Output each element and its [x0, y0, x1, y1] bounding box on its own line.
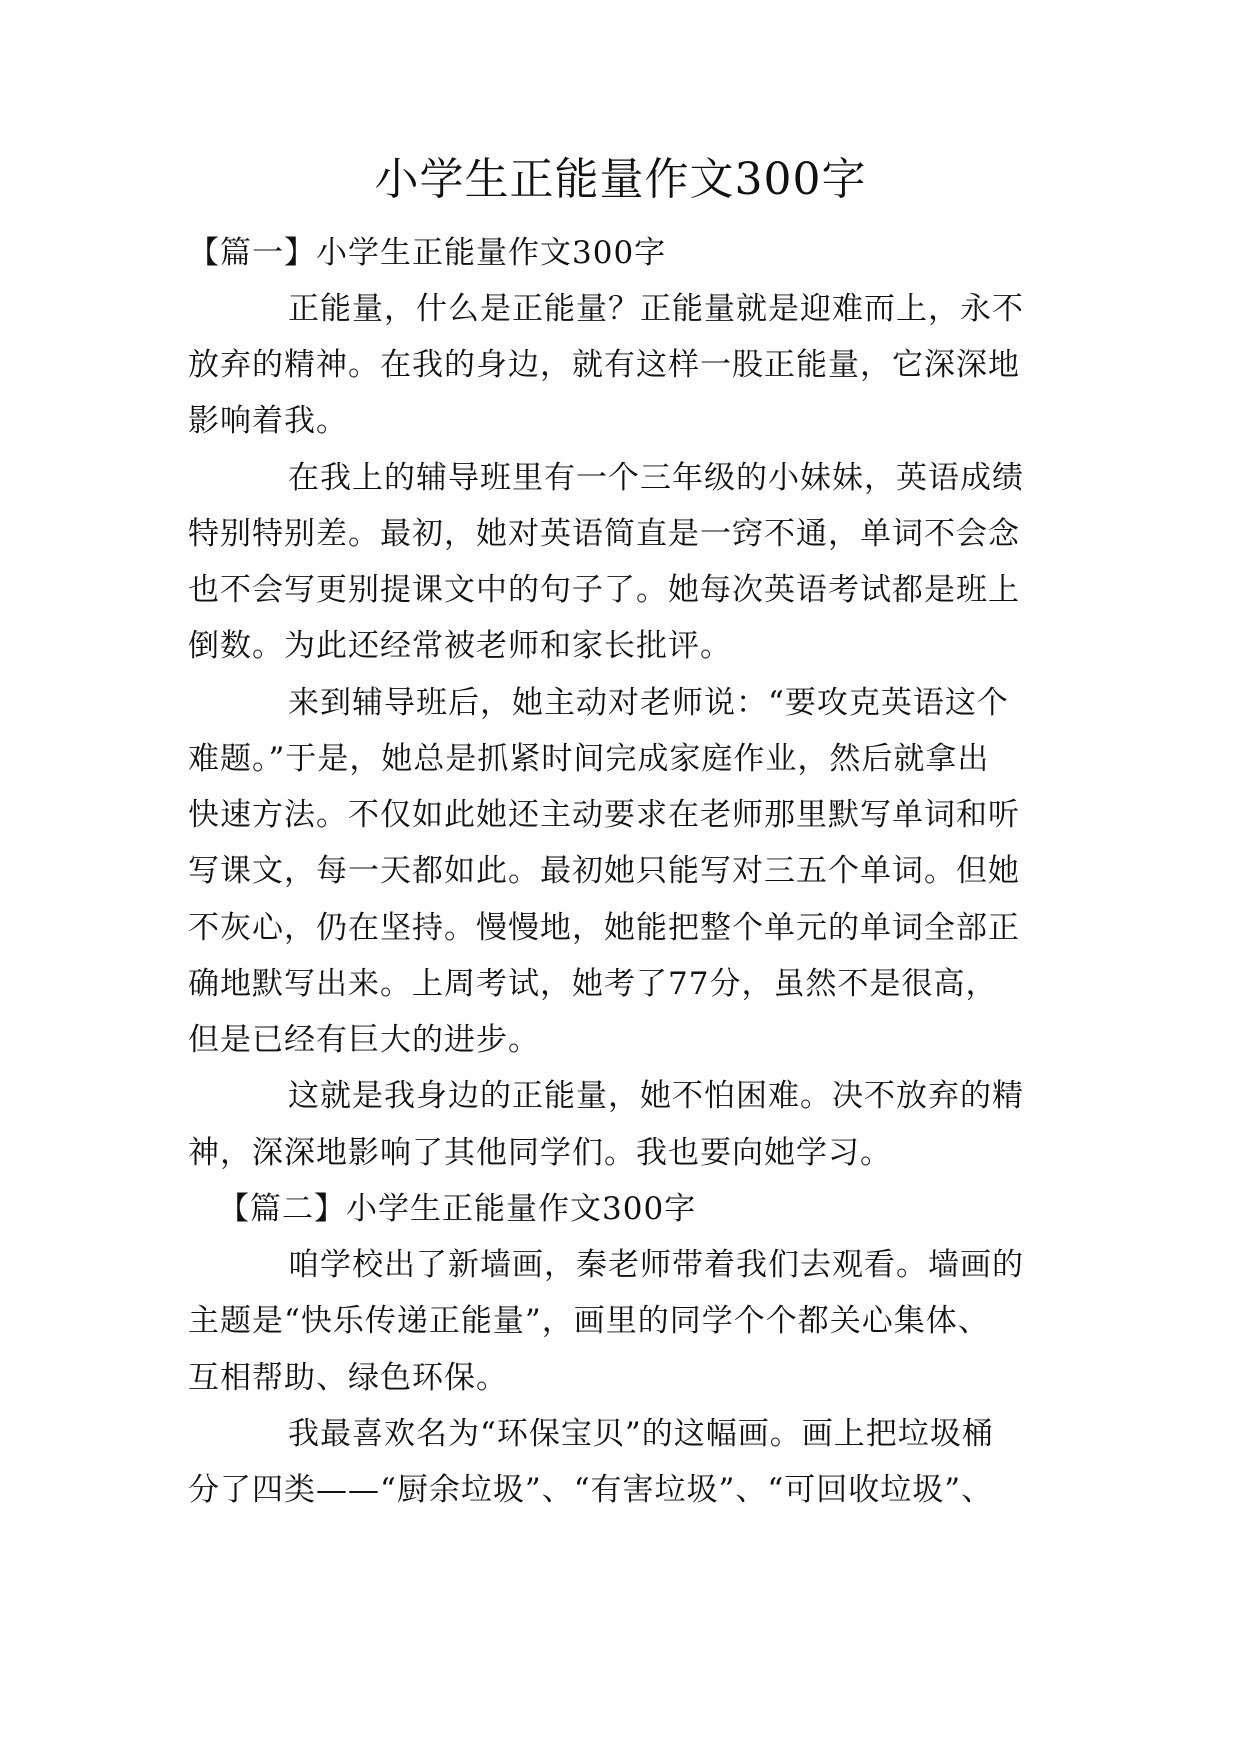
paragraph-line: 互相帮助、绿色环保。 — [188, 1360, 508, 1396]
paragraph-line: 正能量，什么是正能量？正能量就是迎难而上，永不 — [288, 291, 1024, 327]
section-heading-2: 【篇二】小学生正能量作文300字 — [218, 1191, 697, 1227]
paragraph-line: 我最喜欢名为“环保宝贝”的这幅画。画上把垃圾桶 — [288, 1416, 994, 1452]
paragraph-line: 影响着我。 — [188, 403, 348, 439]
paragraph-line: 难题。”于是，她总是抓紧时间完成家庭作业，然后就拿出 — [188, 741, 990, 777]
paragraph-line: 神，深深地影响了其他同学们。我也要向她学习。 — [188, 1135, 892, 1171]
paragraph-line: 不灰心，仍在坚持。慢慢地，她能把整个单元的单词全部正 — [188, 910, 1020, 946]
paragraph-line: 快速方法。不仅如此她还主动要求在老师那里默写单词和听 — [188, 797, 1020, 833]
paragraph-line: 写课文，每一天都如此。最初她只能写对三五个单词。但她 — [188, 853, 1020, 889]
paragraph-line: 这就是我身边的正能量，她不怕困难。决不放弃的精 — [288, 1078, 1024, 1114]
paragraph-line: 分了四类——“厨余垃圾”、“有害垃圾”、“可回收垃圾”、 — [188, 1472, 994, 1508]
document-title: 小学生正能量作文300字 — [374, 154, 867, 205]
section-heading-1: 【篇一】小学生正能量作文300字 — [188, 235, 667, 271]
paragraph-line: 在我上的辅导班里有一个三年级的小妹妹，英语成绩 — [288, 460, 1024, 496]
paragraph-line: 主题是“快乐传递正能量”，画里的同学个个都关心集体、 — [188, 1303, 990, 1339]
paragraph-line: 来到辅导班后，她主动对老师说：“要攻克英语这个 — [288, 685, 1009, 721]
paragraph-line: 放弃的精神。在我的身边，就有这样一股正能量，它深深地 — [188, 347, 1020, 383]
paragraph-line: 特别特别差。最初，她对英语简直是一窍不通，单词不会念 — [188, 516, 1020, 552]
paragraph-line: 咱学校出了新墙画，秦老师带着我们去观看。墙画的 — [288, 1247, 1024, 1283]
paragraph-line: 确地默写出来。上周考试，她考了77分，虽然不是很高， — [188, 966, 998, 1002]
paragraph-line: 但是已经有巨大的进步。 — [188, 1022, 540, 1058]
paragraph-line: 也不会写更别提课文中的句子了。她每次英语考试都是班上 — [188, 572, 1020, 608]
paragraph-line: 倒数。为此还经常被老师和家长批评。 — [188, 628, 732, 664]
